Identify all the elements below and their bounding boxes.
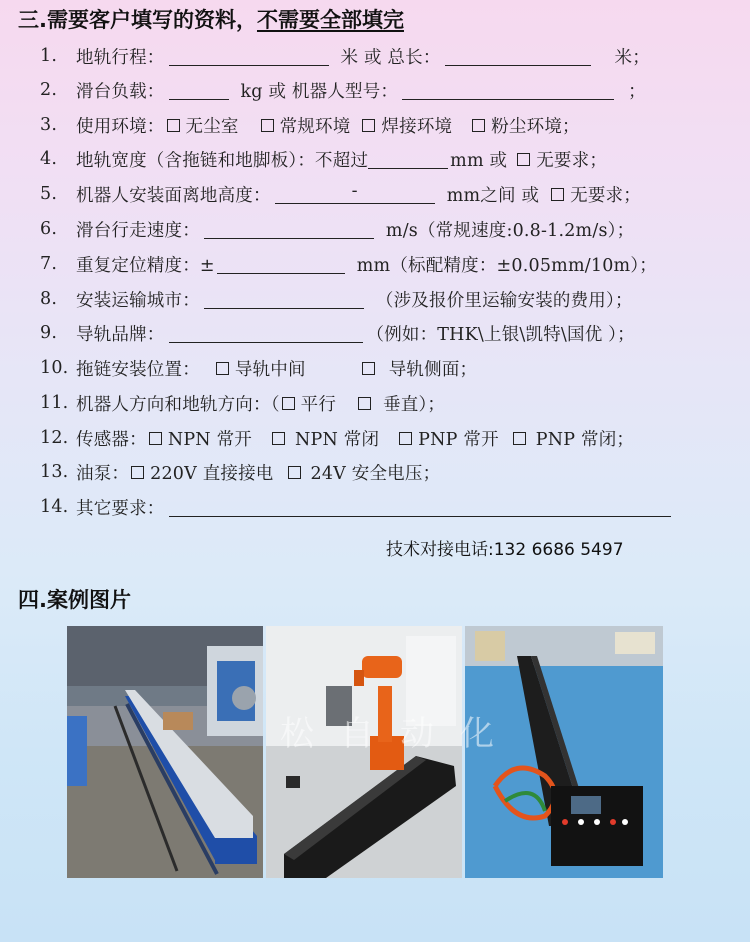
title-underlined-note: 不需要全部填完 — [256, 8, 404, 32]
section-4-title: 四.案例图片 — [18, 588, 131, 612]
checkbox-width-no-requirement[interactable] — [517, 153, 530, 166]
robot-model-input[interactable] — [402, 81, 614, 100]
form-row-mount-height: 5. 机器人安装面离地高度： - mm之间 或 无要求； — [40, 180, 641, 206]
height-range-input[interactable]: - — [275, 185, 435, 204]
form-row-sensor: 12. 传感器： NPN 常开 NPN 常闭 PNP 常开 PNP 常闭； — [40, 428, 635, 450]
city-input[interactable] — [204, 290, 364, 309]
contact-phone: 技术对接电话:132 6686 5497 — [386, 540, 624, 560]
total-length-input[interactable] — [445, 47, 591, 66]
factory-rail-image — [67, 626, 263, 878]
form-row-speed: 6. 滑台行走速度： m/s（常规速度:0.8-1.2m/s）； — [40, 219, 635, 241]
form-row-drag-chain: 10. 拖链安装位置： 导轨中间 导轨侧面； — [40, 358, 478, 380]
checkbox-chain-side[interactable] — [362, 362, 375, 375]
checkbox-normal-env[interactable] — [261, 119, 274, 132]
checkbox-npn-no[interactable] — [149, 432, 162, 445]
travel-input[interactable] — [169, 47, 329, 66]
other-requirements-input[interactable] — [169, 498, 671, 517]
checkbox-height-no-requirement[interactable] — [551, 188, 564, 201]
speed-input[interactable] — [204, 220, 374, 239]
checkbox-pnp-nc[interactable] — [513, 432, 526, 445]
checkbox-npn-nc[interactable] — [272, 432, 285, 445]
form-row-oil-pump: 13. 油泵： 220V 直接接电 24V 安全电压； — [40, 462, 441, 484]
form-row-width: 4. 地轨宽度（含拖链和地脚板）：不超过 mm 或 无要求； — [40, 149, 608, 171]
rail-brand-input[interactable] — [169, 324, 363, 343]
width-input[interactable] — [368, 150, 448, 169]
section-3-title: 三.需要客户填写的资料，不需要全部填完 — [18, 8, 404, 32]
checkbox-pnp-no[interactable] — [399, 432, 412, 445]
accuracy-input[interactable] — [217, 255, 345, 274]
checkbox-chain-middle[interactable] — [216, 362, 229, 375]
checkbox-dust-env[interactable] — [472, 119, 485, 132]
form-row-load: 2. 滑台负载： kg 或 机器人型号： ； — [40, 80, 646, 102]
photo-watermark: 松自动化 — [280, 714, 520, 754]
form-row-travel: 1. 地轨行程： 米 或 总长： 米； — [40, 46, 650, 68]
checkbox-cleanroom[interactable] — [167, 119, 180, 132]
form-row-city: 8. 安装运输城市： （涉及报价里运输安装的费用）； — [40, 289, 633, 311]
form-row-other: 14. 其它要求： — [40, 492, 728, 522]
form-row-environment: 3. 使用环境： 无尘室 常规环境 焊接环境 粉尘环境； — [40, 115, 580, 137]
form-row-rail-brand: 9. 导轨品牌： （例如：THK\上银\凯特\国优 ）； — [40, 323, 635, 345]
form-row-repeat-accuracy: 7. 重复定位精度：± mm（标配精度：±0.05mm/10m）； — [40, 254, 657, 276]
load-input[interactable] — [169, 81, 229, 100]
checkbox-welding-env[interactable] — [362, 119, 375, 132]
checkbox-220v[interactable] — [131, 466, 144, 479]
form-row-direction: 11. 机器人方向和地轨方向：（ 平行 垂直）； — [40, 393, 446, 415]
checkbox-parallel[interactable] — [282, 397, 295, 410]
checkbox-24v[interactable] — [288, 466, 301, 479]
checkbox-vertical[interactable] — [358, 397, 371, 410]
case-photo-factory-rail — [67, 626, 263, 878]
